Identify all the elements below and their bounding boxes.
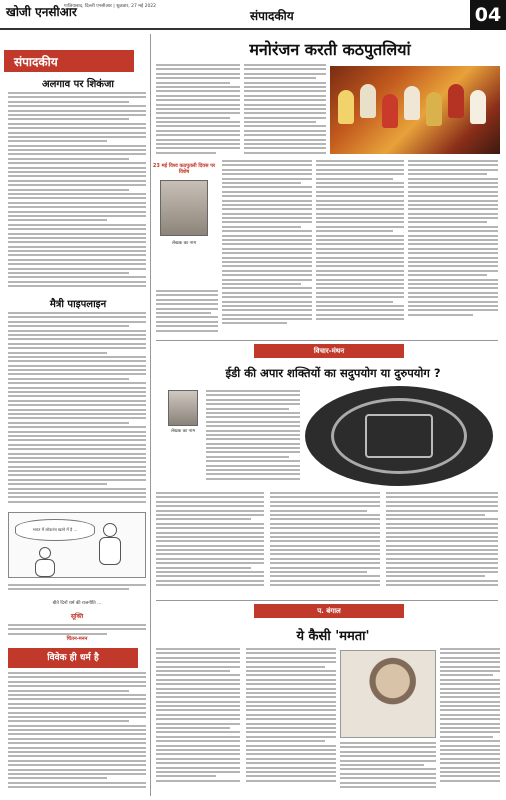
- story2-headline: मैत्री पाइपलाइन: [49, 299, 107, 310]
- author-tag: 23 मई विश्व कठपुतली दिवस पर विशेष: [152, 163, 216, 175]
- editorial-headline: अलगाव पर शिकंजा: [41, 79, 114, 90]
- ed-author-photo: [168, 390, 198, 426]
- bottom-section-bar: विवेक ही धर्म है: [8, 648, 138, 668]
- bengal-bar: प. बंगाल: [254, 604, 404, 618]
- cartoon-caption: बीते दिनों धर्म की राजनीति ...: [52, 601, 102, 606]
- newspaper-brand: खोजी एनसीआर: [6, 5, 77, 19]
- enforcement-directorate-logo: [305, 386, 493, 486]
- page-number: 04: [470, 0, 506, 30]
- cartoon-head: [103, 523, 117, 537]
- puppet-figure: [338, 90, 354, 124]
- story2-body: [8, 312, 146, 508]
- logo-emblem: [365, 414, 433, 458]
- bottom-tag: चिंतन-मनन: [66, 636, 88, 642]
- puppets-photo: [330, 66, 500, 154]
- bengal-story-col1: [156, 648, 240, 796]
- column-divider: [150, 34, 151, 796]
- bottom-body: [8, 672, 146, 796]
- main-story-col5: [408, 160, 498, 336]
- main-story-col3: [222, 160, 312, 336]
- ed-story-col1: [206, 390, 300, 490]
- puppet-figure: [470, 90, 486, 124]
- ed-story-col3: [270, 492, 380, 598]
- speech-bubble: [15, 519, 95, 541]
- cartoon-head-2: [39, 547, 51, 559]
- speech-bubble-text: भारत में लोकतंत्र खतरे में है ...: [32, 527, 78, 532]
- quote-tag: सूक्ति: [70, 613, 84, 620]
- masthead: [0, 0, 506, 30]
- editorial-body: [8, 92, 146, 292]
- ed-author-name: लेखक का नाम: [170, 429, 196, 434]
- editorial-bar: संपादकीय: [4, 50, 134, 72]
- mamata-photo: [340, 650, 436, 738]
- main-story-col4: [316, 160, 404, 336]
- bengal-story-col4: [440, 648, 500, 796]
- cartoon-body: [99, 537, 121, 565]
- puppet-figure: [448, 84, 464, 118]
- section-rule-2: [156, 600, 498, 601]
- author-photo: [160, 180, 208, 236]
- cartoon-caption-lines: [8, 584, 146, 598]
- dateline: गाजियाबाद, दिल्ली एनसीआर | शुक्रवार, 27 मई 2022: [64, 4, 157, 9]
- ed-story-col4: [386, 492, 498, 598]
- ed-headline: ईडी की अपार शक्तियों का सदुपयोग या दुरुपयोग ?: [225, 366, 441, 380]
- vichar-bar: विचार-मंथन: [254, 344, 404, 358]
- puppet-figure: [426, 92, 442, 126]
- cartoon-illustration: [8, 512, 146, 578]
- author-name: लेखक का नाम: [171, 241, 197, 246]
- main-story-col2: [244, 64, 326, 160]
- puppet-figure: [404, 86, 420, 120]
- main-story-col1: [156, 64, 240, 160]
- puppet-figure: [382, 94, 398, 128]
- puppet-figure: [360, 84, 376, 118]
- section-rule: [156, 340, 498, 341]
- bengal-headline: ये कैसी 'ममता': [296, 629, 370, 644]
- cartoon-body-2: [35, 559, 55, 577]
- section-title: संपादकीय: [250, 9, 294, 23]
- main-headline: मनोरंजन करती कठपुतलियां: [249, 40, 411, 59]
- bengal-story-col3b: [340, 742, 436, 796]
- bengal-story-col2: [246, 648, 336, 796]
- ed-story-col2: [156, 492, 264, 598]
- main-story-col1b: [156, 290, 218, 336]
